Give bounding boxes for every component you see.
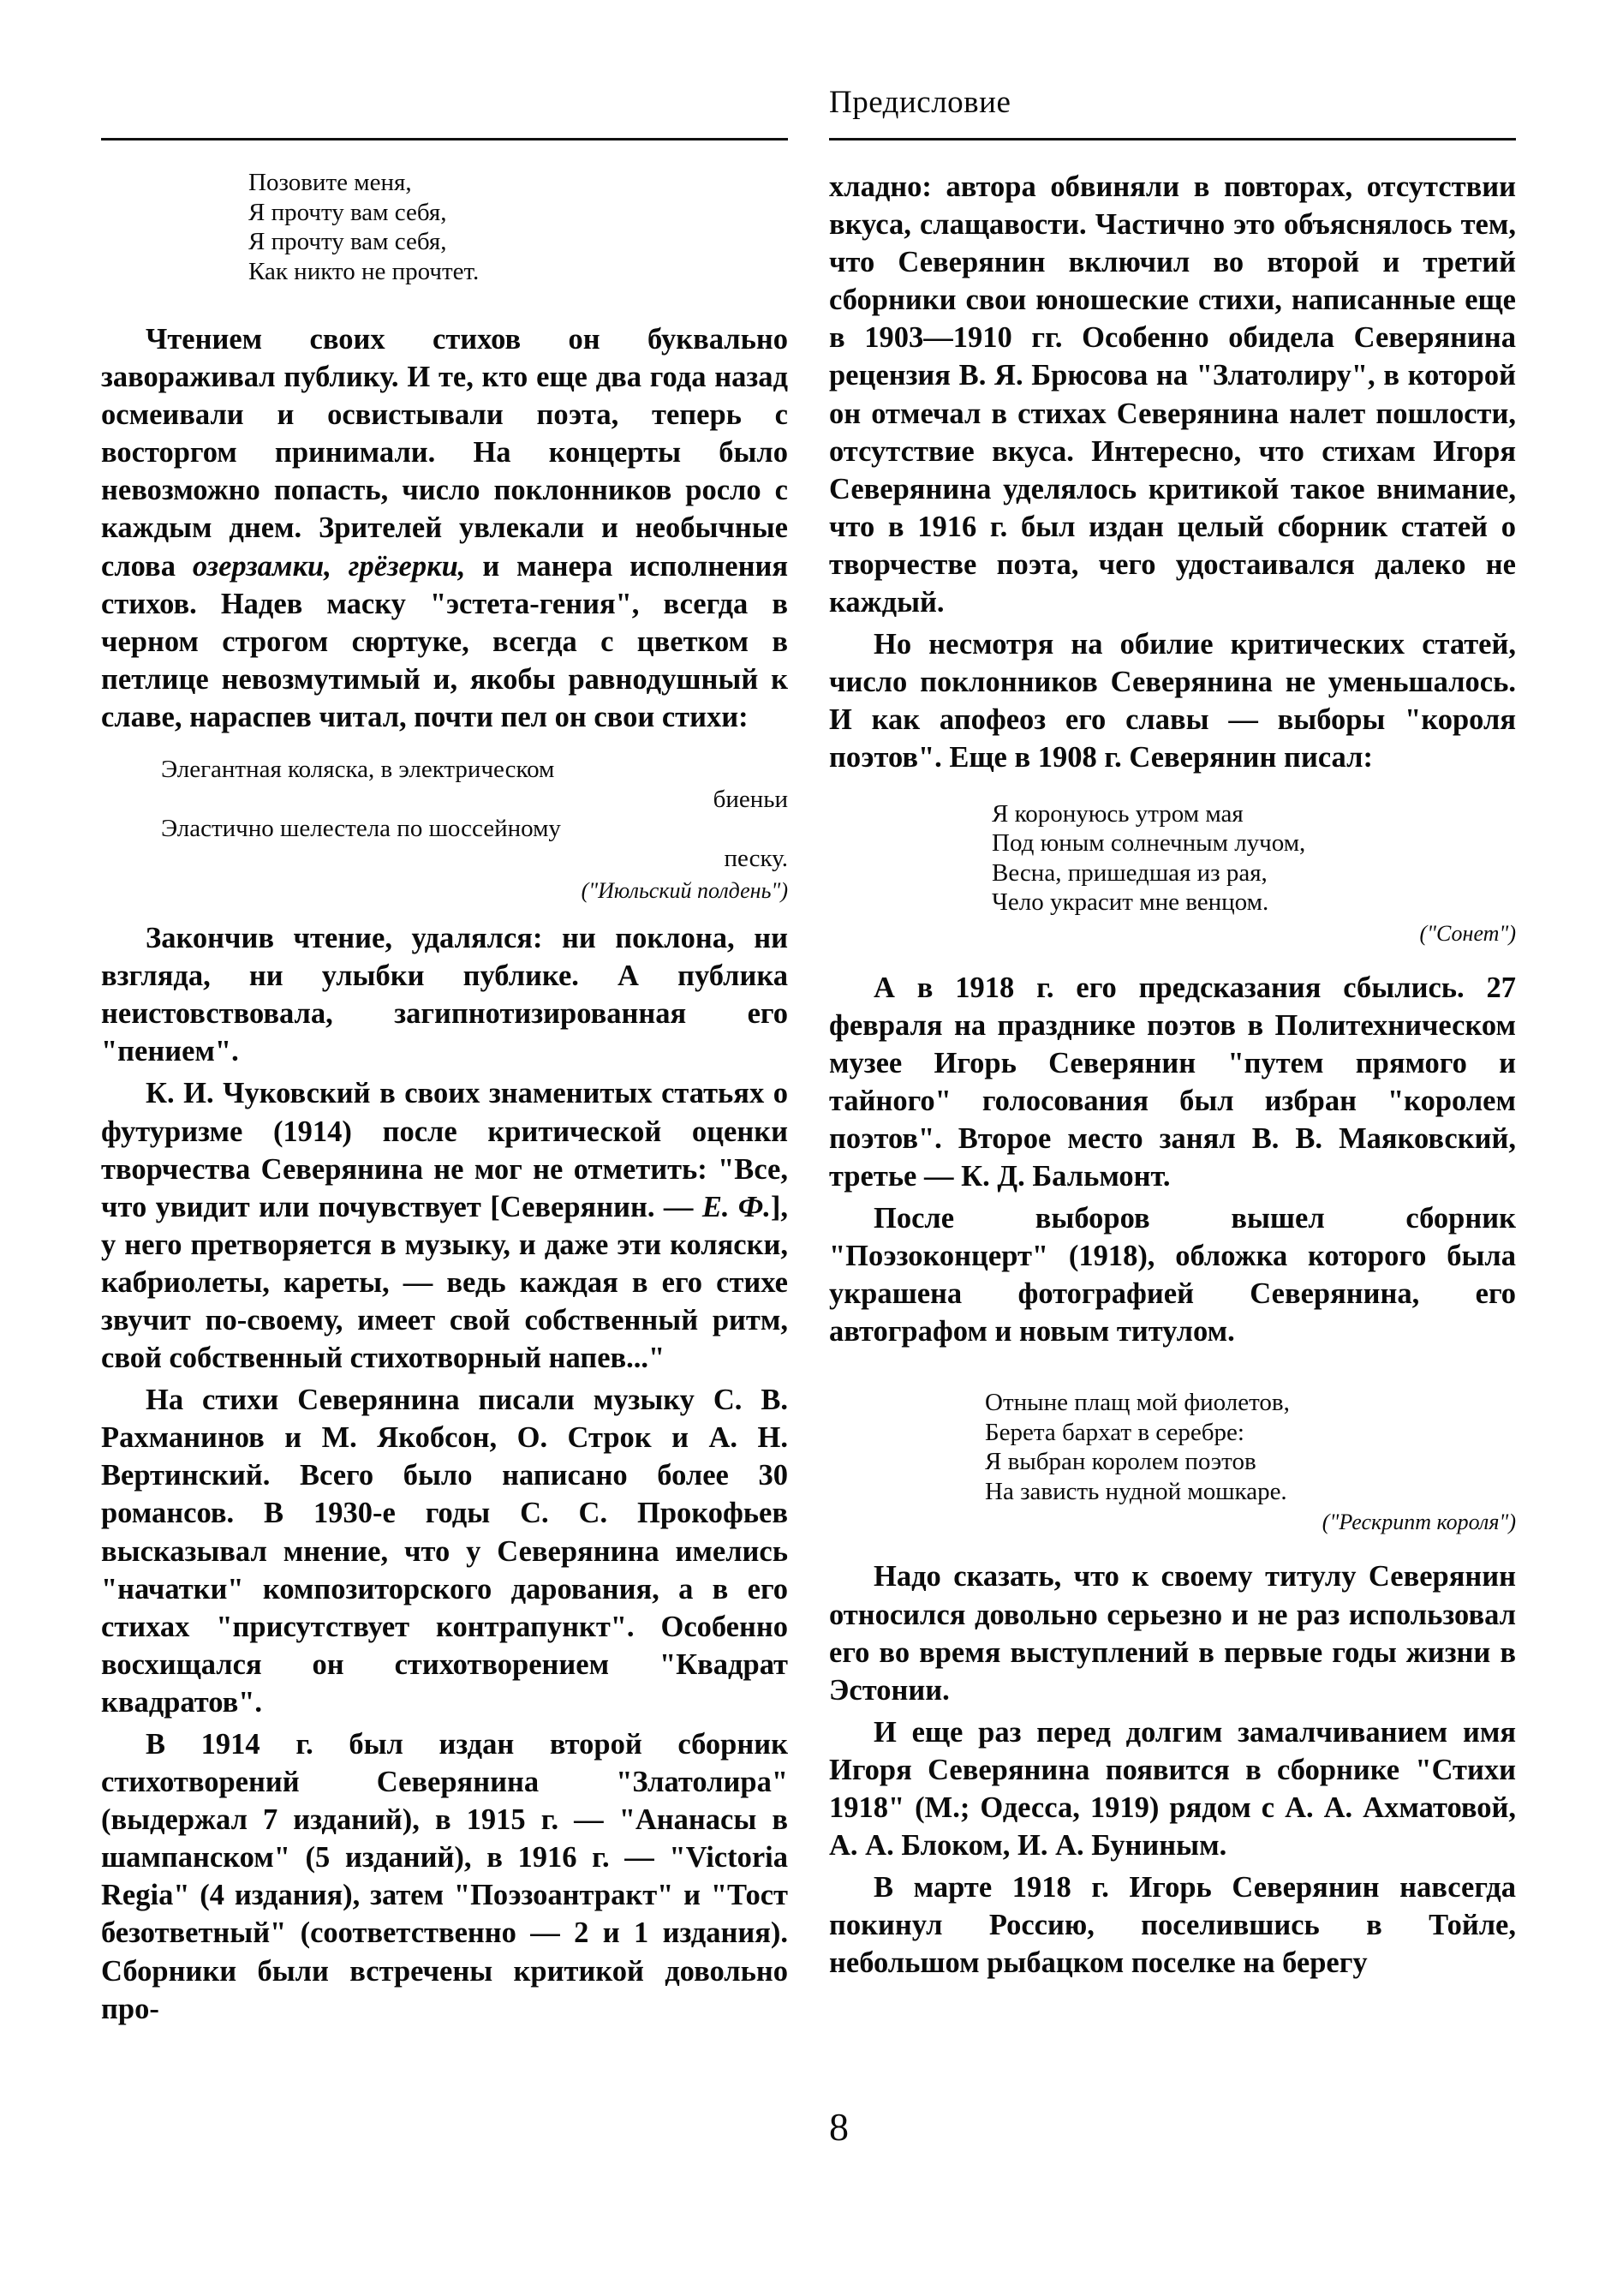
verse-line: Под юным солнечным лучом, bbox=[992, 829, 1306, 857]
epigraph-verse bbox=[101, 168, 788, 286]
verse-source: ("Сонет") bbox=[1419, 920, 1516, 946]
verse-line: Берета бархат в серебре: bbox=[985, 1418, 1244, 1446]
italic-initials: Е. Ф. bbox=[701, 1190, 771, 1223]
verse-line: На зависть нудной мошкаре. bbox=[985, 1477, 1287, 1505]
verse-line: Позовите меня, bbox=[248, 169, 412, 196]
verse-source: ("Рескрипт короля") bbox=[1322, 1510, 1516, 1535]
verse-source: ("Июльский полдень") bbox=[581, 878, 788, 904]
verse-line-continuation: биеньи bbox=[713, 785, 788, 813]
verse-line: Я выбран королем поэтов bbox=[985, 1448, 1256, 1476]
verse-line: Весна, пришедшая из рая, bbox=[992, 858, 1268, 887]
italic-words: озерзамки, грёзерки, bbox=[192, 549, 466, 583]
left-column bbox=[101, 168, 788, 2028]
paragraph: Надо сказать, что к своему титулу Северянин относился довольно серьезно и не раз использовал его во время выступлений в первые годы жизни в Эстонии. bbox=[829, 1560, 1516, 1707]
paragraph: На стихи Северянина писали музыку С. В. Рахманинов и М. Якобсон, О. Строк и А. Н. Вертинский. Всего было написано более 30 романсов. В 1930-е годы С. С. Прокофьев высказывал мнение, что у Северянина имелись "начатки" композиторского дарования, а в его стихах "присутствует контрапункт". Особенно восхищался он стихотворением "Квадрат квадратов". bbox=[101, 1384, 788, 1719]
header-rule-right bbox=[829, 138, 1516, 141]
header-rule-left bbox=[101, 138, 788, 141]
paragraph: После выборов вышел сборник "Поэзоконцерт" (1918), обложка которого была украшена фотографией Северянина, его автографом и новым титулом. bbox=[829, 1202, 1516, 1348]
paragraph: И еще раз перед долгим замалчиванием имя Игоря Северянина появится в сборнике "Стихи 1918" (М.; Одесса, 1919) рядом с А. А. Ахматовой, А. А. Блоком, И. А. Буниным. bbox=[829, 1715, 1516, 1863]
verse-line-continuation: песку. bbox=[724, 844, 788, 872]
quoted-verse bbox=[829, 799, 1516, 918]
verse-line: Чело украсит мне венцом. bbox=[992, 888, 1269, 916]
verse-line: Элегантная коляска, в электрическом bbox=[161, 756, 555, 784]
paragraph: К. И. Чуковский в своих знаменитых статьях о футуризме (1914) после критической оценки творчества Северянина не мог не отметить: "Все, что увидит или почувствует [Северянин. — Е. Ф.], у него претворяется в музыку, и даже эти коляски, кабриолеты, кареты, — ведь каждая в его стихе звучит по-своему, имеет свой собственный ритм, свой собственный стихотворный напев..." bbox=[101, 1077, 788, 1375]
paragraph: Но несмотря на обилие критических статей, число поклонников Северянина не уменьшалось. И как апофеоз его славы — выборы "короля поэтов". Еще в 1908 г. Северянин писал: bbox=[829, 628, 1516, 774]
verse-line: Отныне плащ мой фиолетов, bbox=[985, 1389, 1290, 1417]
paragraph: Чтением своих стихов он буквально завораживал публику. И те, кто еще два года назад осмеивали и освистывали поэта, теперь с восторгом принимали. На концерты было невозможно попасть, число поклонников росло с каждым днем. Зрителей увлекали и необычные слова озерзамки, грёзерки, и манера исполнения стихов. Надев маску "эстета-гения", всегда в черном строгом сюртуке, всегда с цветком в петлице невозмутимый и, якобы равнодушный к славе, нараспев читал, почти пел он свои стихи: bbox=[101, 323, 788, 733]
verse-line: Я коронуюсь утром мая bbox=[992, 799, 1244, 828]
paragraph: А в 1918 г. его предсказания сбылись. 27 февраля на празднике поэтов в Политехническом музее Игорь Северянин "путем прямого и тайного" голосования был избран "королем поэтов". Второе место занял В. В. Маяковский, третье — К. Д. Бальмонт. bbox=[829, 971, 1516, 1193]
verse-line: Я прочту вам себя, bbox=[248, 198, 447, 226]
paragraph: В 1914 г. был издан второй сборник стихотворений Северянина "Златолира" (выдержал 7 изданий), в 1915 г. — "Ананасы в шампанском" (5 изданий), в 1916 г. — "Victoria Regia" (4 издания), затем "Поэзоантракт" и "Тост безответный" (соответственно — 2 и 1 издания). Сборники были встречены критикой довольно про- bbox=[101, 1728, 788, 2025]
verse-line: Как никто не прочтет. bbox=[248, 257, 480, 285]
verse-line: Эластично шелестела по шоссейному bbox=[161, 815, 561, 843]
paragraph: Закончив чтение, удалялся: ни поклона, ни взгляда, ни улыбки публике. А публика неистовствовала, загипнотизированная его "пением". bbox=[101, 922, 788, 1068]
paragraph: В марте 1918 г. Игорь Северянин навсегда покинул Россию, поселившись в Тойле, небольшом рыбацком поселке на берегу bbox=[829, 1871, 1516, 1980]
page-number: 8 bbox=[829, 2105, 849, 2149]
right-column bbox=[829, 168, 1516, 1982]
quoted-verse bbox=[829, 1388, 1516, 1506]
quoted-verse bbox=[161, 755, 788, 873]
verse-line: Я прочту вам себя, bbox=[248, 228, 447, 255]
section-title: Предисловие bbox=[829, 85, 1011, 120]
paragraph: хладно: автора обвиняли в повторах, отсутствии вкуса, слащавости. Частично это объяснялось тем, что Северянин включил во второй и третий сборники свои юношеские стихи, написанные еще в 1903—1910 гг. Особенно обидела Северянина рецензия В. Я. Брюсова на "Златолиру", в которой он отмечал в стихах Северянина налет пошлости, отсутствие вкуса. Интересно, что стихам Игоря Северянина уделялось критикой такое внимание, что в 1916 г. был издан целый сборник статей о творчестве поэта, чего удостаивался далеко не каждый. bbox=[829, 170, 1516, 619]
